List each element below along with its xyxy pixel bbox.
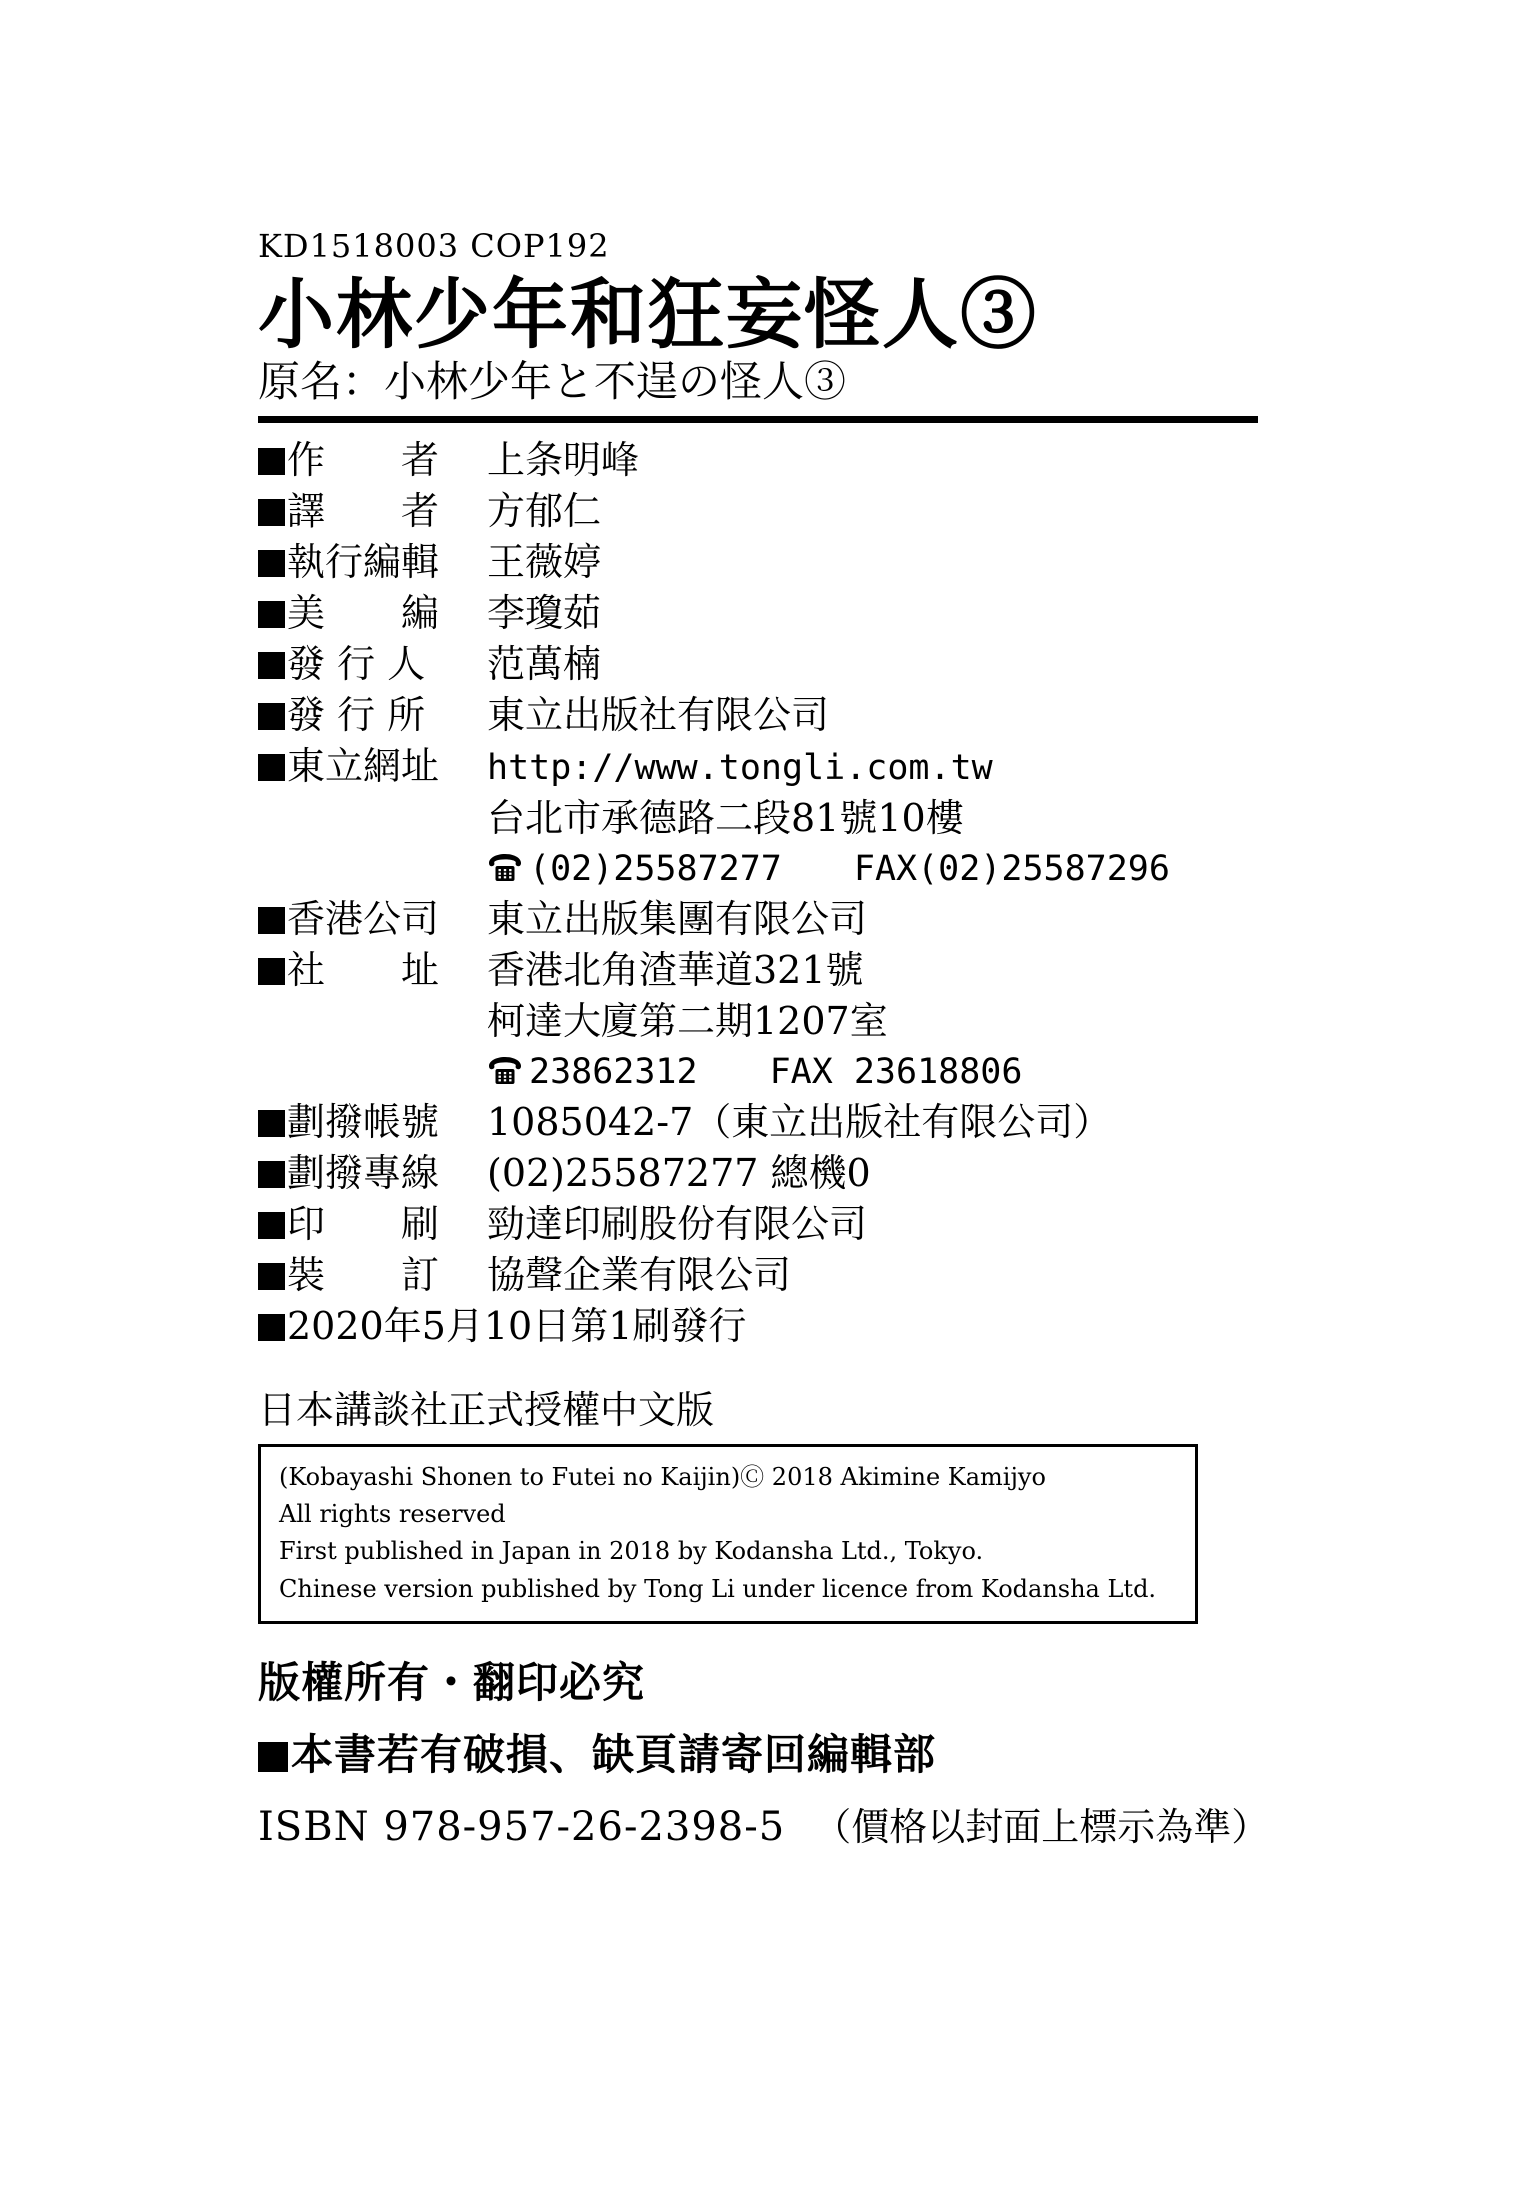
credit-label: 東立網址: [287, 743, 440, 788]
credit-label: 作 者: [287, 437, 440, 482]
damage-notice: 本書若有破損、缺頁請寄回編輯部: [291, 1730, 937, 1780]
licence-heading: 日本講談社正式授權中文版: [258, 1387, 715, 1432]
credit-row-website: [258, 743, 1288, 788]
licence-line: Chinese version published by Tong Li under licence from Kodansha Ltd.: [279, 1574, 1157, 1603]
credit-row-remittance-hotline: [258, 1150, 1288, 1195]
square-bullet-icon: [258, 601, 285, 628]
licence-line: First published in Japan in 2018 by Kodansha Ltd., Tokyo.: [279, 1537, 984, 1566]
credit-label: 裝 訂: [287, 1252, 440, 1297]
taiwan-address: 台北市承德路二段81號10樓: [487, 795, 964, 840]
credit-value: 東立出版集團有限公司: [487, 896, 868, 941]
square-bullet-icon: [258, 448, 285, 475]
credit-value: (02)25587277 總機0: [487, 1150, 871, 1195]
square-bullet-icon: [258, 1742, 288, 1772]
credit-row-author: [258, 437, 1288, 482]
original-title: 原名：小林少年と不逞の怪人③: [258, 356, 847, 406]
credit-row-publisher-person: [258, 641, 1288, 686]
credit-row-publisher-company: [258, 692, 1288, 737]
credit-row-hk-address: [258, 947, 1288, 992]
credit-value: 香港北角渣華道321號: [487, 947, 864, 992]
taiwan-address-line: [258, 795, 1288, 840]
isbn-number: ISBN 978-957-26-2398-5: [258, 1804, 786, 1851]
credit-label: 發 行 所: [287, 692, 426, 737]
credit-value: 東立出版社有限公司: [487, 692, 830, 737]
credit-row-translator: [258, 488, 1288, 533]
credit-label: 劃撥帳號: [287, 1099, 440, 1144]
credit-label: 美 編: [287, 590, 440, 635]
page-title: 小林少年和狂妄怪人③: [258, 270, 1038, 359]
divider-rule: [258, 416, 1258, 423]
licence-box: [258, 1444, 1198, 1625]
hk-address-continued: 柯達大廈第二期1207室: [487, 998, 888, 1043]
publication-date: 2020年5月10日第1刷發行: [287, 1303, 747, 1348]
credit-value: 協聲企業有限公司: [487, 1252, 792, 1297]
hk-phone: 23862312: [529, 1051, 698, 1092]
square-bullet-icon: [258, 958, 285, 985]
credit-value: 方郁仁: [487, 488, 602, 533]
damage-notice-row: [258, 1722, 1288, 1782]
square-bullet-icon: [258, 652, 285, 679]
square-bullet-icon: [258, 499, 285, 526]
credit-label: 劃撥專線: [287, 1150, 440, 1195]
footer-section: [258, 1650, 1288, 1851]
square-bullet-icon: [258, 1110, 285, 1137]
telephone-icon: [487, 853, 523, 883]
credit-label: 執行編輯: [287, 539, 440, 584]
credit-value: 1085042-7（東立出版社有限公司）: [487, 1099, 1112, 1144]
isbn-row: [258, 1796, 1288, 1851]
credit-row-editor: [258, 539, 1288, 584]
price-note: （價格以封面上標示為準）: [813, 1805, 1270, 1850]
taiwan-fax: FAX(02)25587296: [853, 848, 1170, 889]
catalogue-code: KD1518003 COP192: [258, 227, 610, 265]
square-bullet-icon: [258, 1263, 285, 1290]
licence-line: (Kobayashi Shonen to Futei no Kaijin)Ⓒ 2018 Akimine Kamijyo: [279, 1462, 1046, 1491]
credit-row-hk-company: [258, 896, 1288, 941]
square-bullet-icon: [258, 1161, 285, 1188]
square-bullet-icon: [258, 1212, 285, 1239]
credit-value: 王薇婷: [487, 539, 602, 584]
credit-label: 社 址: [287, 947, 440, 992]
credit-row-publication-date: [258, 1303, 1288, 1348]
credit-value: 勁達印刷股份有限公司: [487, 1201, 868, 1246]
credit-value: 范萬楠: [487, 641, 602, 686]
hk-fax: FAX 23618806: [769, 1051, 1023, 1092]
credit-label: 譯 者: [287, 488, 440, 533]
rights-notice: 版權所有・翻印必究: [258, 1658, 646, 1708]
credit-row-remittance-account: [258, 1099, 1288, 1144]
colophon-content: [258, 227, 1288, 1851]
square-bullet-icon: [258, 550, 285, 577]
taiwan-phone: (02)25587277: [529, 848, 782, 889]
credit-row-printing: [258, 1201, 1288, 1246]
credit-row-designer: [258, 590, 1288, 635]
hk-address-line2: [258, 998, 1288, 1043]
hk-contact-line: [258, 1053, 1288, 1090]
credits-list: [258, 437, 1288, 1348]
credit-label: 香港公司: [287, 896, 440, 941]
credit-value: 上条明峰: [487, 437, 640, 482]
website-link[interactable]: http://www.tongli.com.tw: [487, 747, 993, 788]
square-bullet-icon: [258, 754, 285, 781]
square-bullet-icon: [258, 907, 285, 934]
telephone-icon: [487, 1056, 523, 1086]
square-bullet-icon: [258, 703, 285, 730]
credit-label: 印 刷: [287, 1201, 440, 1246]
credit-row-binding: [258, 1252, 1288, 1297]
credit-label: 發 行 人: [287, 641, 426, 686]
licence-line: All rights reserved: [279, 1500, 506, 1528]
taiwan-contact-line: [258, 850, 1288, 887]
credit-value: 李瓊茹: [487, 590, 602, 635]
square-bullet-icon: [258, 1314, 285, 1341]
